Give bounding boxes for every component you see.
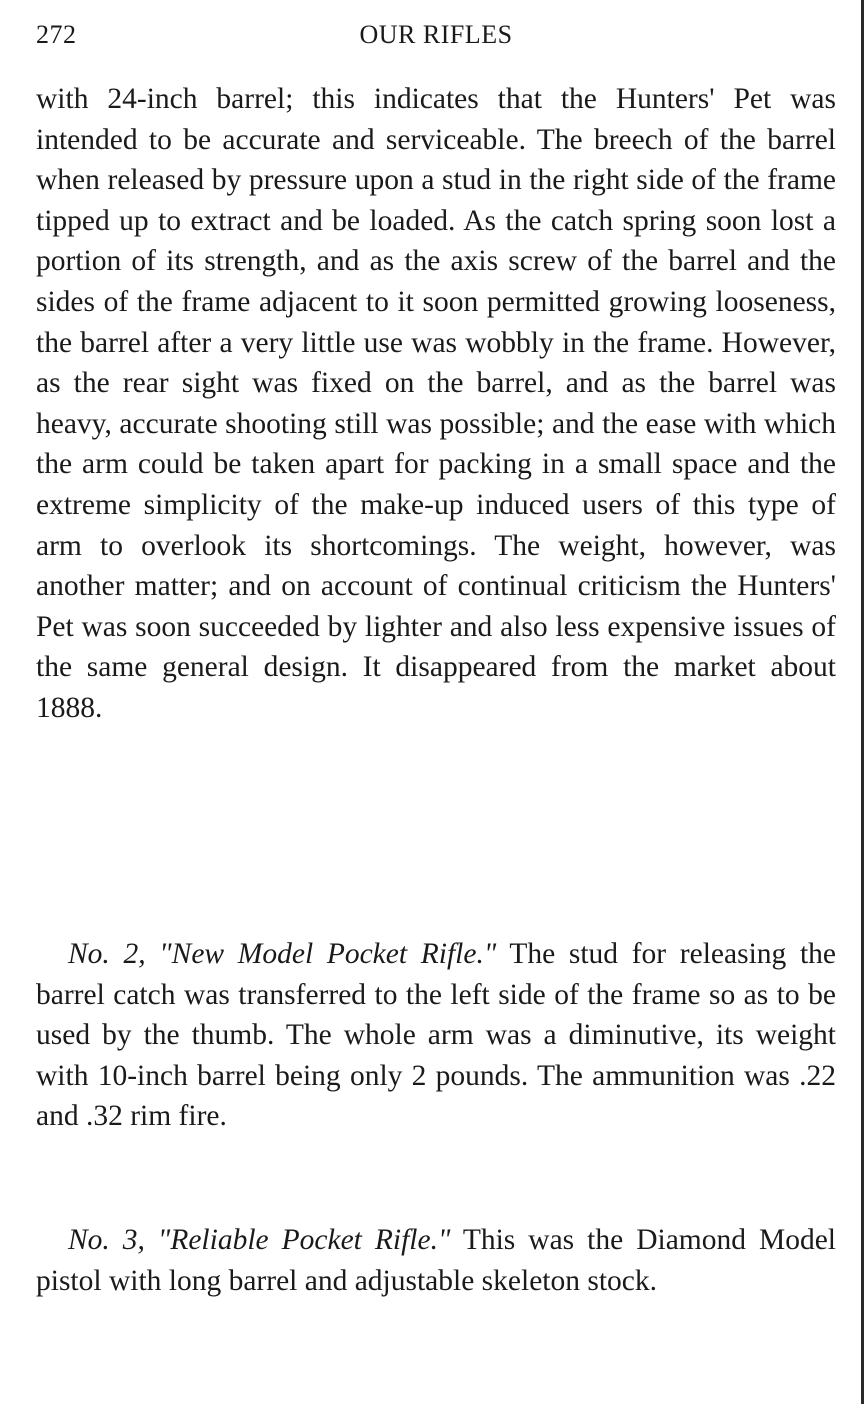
running-title: OUR RIFLES: [359, 20, 513, 49]
model-title-no3: No. 3, "Reliable Pocket Rifle.": [68, 1224, 451, 1256]
paragraph-body-no3: This was the Diamond Model pistol with long barrel and adjustable skeleton stock.: [36, 1224, 837, 1297]
paragraph-hunters-pet: with 24-inch barrel; this indicates that the Hunters' Pet was intended to be accurate and serviceable. The breech of the barrel when released by pressure upon a stud in the right side of the frame tipped up to extract and be loaded. As the catch spring soon lost a portion of its strength, and as the axis screw of the barrel and the sides of the frame adjacent to it soon permitted growing looseness, the barrel after a very little use was wobbly in the frame. However, as the rear sight was fixed on the barrel, and as the barrel was heavy, accurate shooting still was possible; and the ease with which the arm could be taken apart for packing in a small space and the extreme simplicity of the make-up induced users of this type of arm to overlook its shortcomings. The weight, however, was another matter; and on account of continual criticism the Hunters' Pet was soon succeeded by lighter and also less expensive issues of the same general design. It disappeared from the market about 1888.: [36, 83, 836, 724]
paragraph-no2-new-model: [36, 934, 836, 1137]
model-title-no2: No. 2, "New Model Pocket Rifle.": [68, 938, 497, 970]
page-number: 272: [36, 20, 77, 49]
paragraph-body-no2: The stud for releasing the barrel catch was transferred to the left side of the frame so as to be used by the thumb. The whole arm was a diminutive, its weight with 10-inch barrel being only 2 pounds. The ammunition was .22 and .32 rim fire.: [36, 938, 836, 1133]
paragraph-no3-reliable: [36, 1220, 836, 1301]
page-header: [36, 20, 836, 60]
